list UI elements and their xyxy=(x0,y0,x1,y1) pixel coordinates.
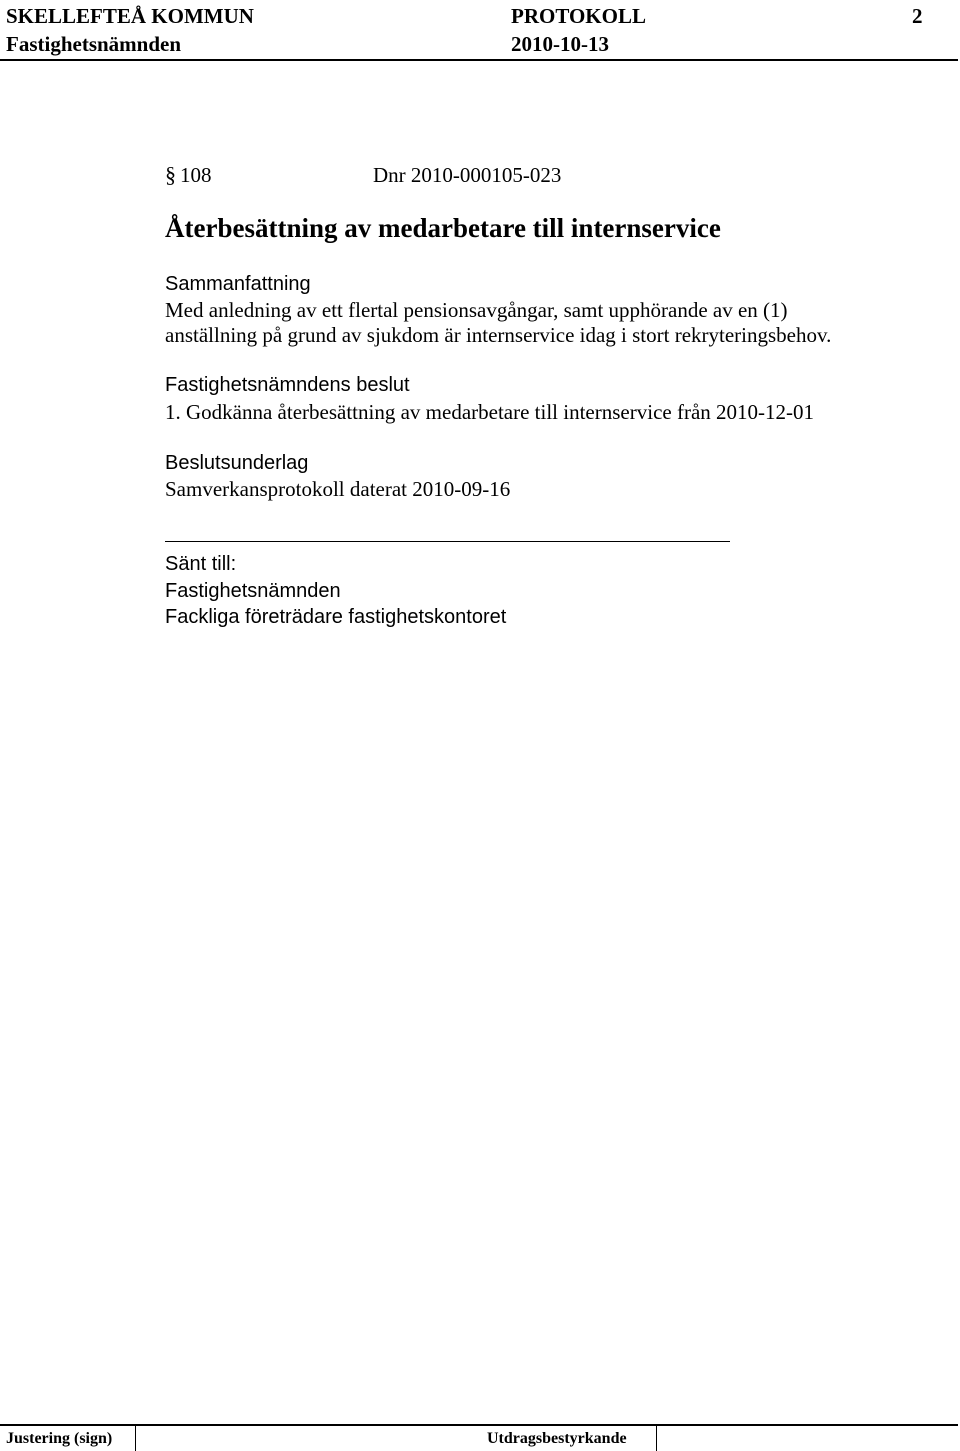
section-line xyxy=(165,162,212,188)
header-rule xyxy=(0,59,958,61)
doc-type: PROTOKOLL xyxy=(511,4,646,28)
paragraph-symbol-icon: § xyxy=(165,162,176,187)
footer-extract-certification: Utdragsbestyrkande xyxy=(487,1430,627,1447)
meeting-date: 2010-10-13 xyxy=(511,32,609,56)
page-title: Återbesättning av medarbetare till internservice xyxy=(165,213,721,243)
committee-name: Fastighetsnämnden xyxy=(6,32,182,56)
summary-line-2: anställning på grund av sjukdom är internservice idag i stort rekryteringsbehov. xyxy=(165,323,832,347)
basis-text: Samverkansprotokoll daterat 2010-09-16 xyxy=(165,477,511,501)
separator-line xyxy=(165,541,730,542)
sent-to-heading: Sänt till: xyxy=(165,553,237,575)
summary-heading: Sammanfattning xyxy=(165,273,311,295)
org-name: SKELLEFTEÅ KOMMUN xyxy=(6,4,254,28)
recipient-item: Fastighetsnämnden xyxy=(165,580,341,602)
summary-line-1: Med anledning av ett flertal pensionsavgångar, samt upphörande av en (1) xyxy=(165,298,788,322)
decision-heading: Fastighetsnämndens beslut xyxy=(165,374,410,396)
footer-adjustment-sign: Justering (sign) xyxy=(6,1430,113,1447)
decision-item-1: 1. Godkänna återbesättning av medarbetare till internservice från 2010-12-01 xyxy=(165,400,815,424)
recipient-item: Fackliga företrädare fastighetskontoret xyxy=(165,606,507,628)
footer-divider xyxy=(135,1424,136,1451)
footer-rule xyxy=(0,1424,958,1426)
footer-divider xyxy=(656,1424,657,1451)
dnr-number: Dnr 2010-000105-023 xyxy=(373,163,562,187)
section-number: 108 xyxy=(180,163,212,187)
basis-heading: Beslutsunderlag xyxy=(165,452,309,474)
page-number: 2 xyxy=(912,4,923,28)
